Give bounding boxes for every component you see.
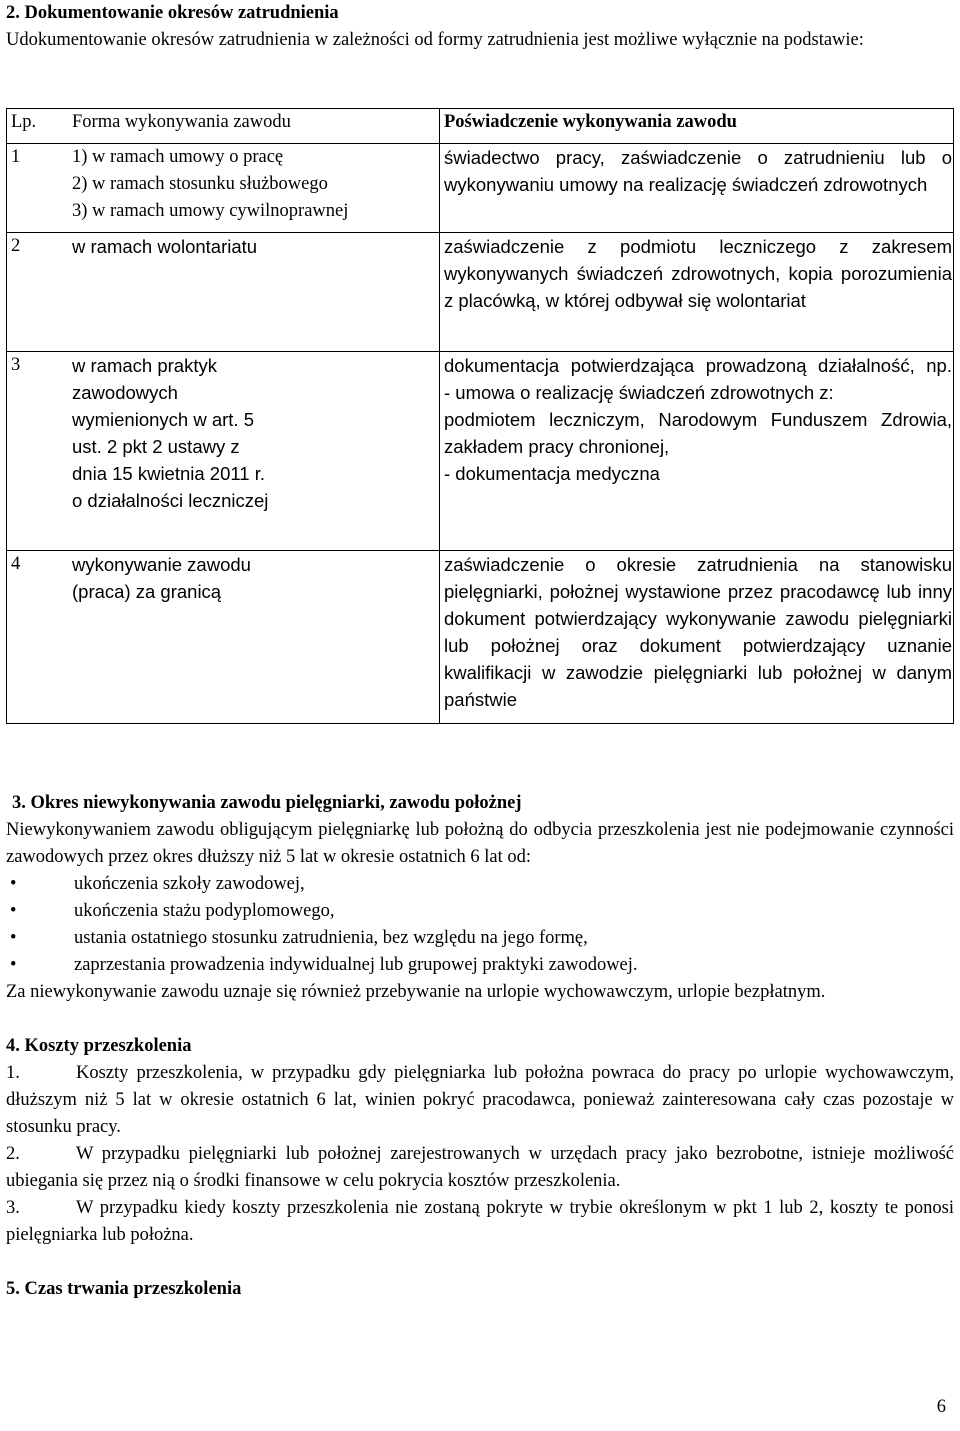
table-row <box>7 352 954 551</box>
row-forma: w ramach praktyk zawodowych wymienionych w art. 5 ust. 2 pkt 2 ustawy z dnia 15 kwietnia 2011 r. o działalności leczniczej <box>64 352 440 551</box>
page-number: 6 <box>936 1397 946 1417</box>
row-lp: 3 <box>7 352 65 551</box>
section-4-items <box>6 1060 954 1249</box>
bullet-icon: • <box>10 874 17 894</box>
row-lp: 4 <box>7 551 65 724</box>
section-3-bullets <box>6 871 954 979</box>
row-poswiadczenie: świadectwo pracy, zaświadczenie o zatrudnieniu lub o wykonywaniu umowy na realizację świadczeń zdrowotnych <box>440 144 954 233</box>
header-forma: Forma wykonywania zawodu <box>64 109 440 144</box>
bullet-icon: • <box>10 955 17 975</box>
row-poswiadczenie: zaświadczenie z podmiotu leczniczego z zakresem wykonywanych świadczeń zdrowotnych, kopia porozumienia z placówką, w której odbywał się wolontariat <box>440 233 954 352</box>
list-item: • ustania ostatniego stosunku zatrudnienia, bez względu na jego formę, <box>6 925 954 952</box>
lower-sections <box>6 790 954 1303</box>
row-forma: w ramach wolontariatu <box>64 233 440 352</box>
row-poswiadczenie: zaświadczenie o okresie zatrudnienia na stanowisku pielęgniarki, położnej wystawione przez pracodawcę lub inny dokument potwierdzający wykonywanie zawodu pielęgniarki lub położnej oraz dokument potwierdzający uznanie kwalifikacji w zawodzie pielęgniarki lub położnej w danym państwie <box>440 551 954 724</box>
list-item: • ukończenia szkoły zawodowej, <box>6 871 954 898</box>
section-2 <box>6 0 954 54</box>
row-lp: 2 <box>7 233 65 352</box>
list-item: 2. W przypadku pielęgniarki lub położnej zarejestrowanych w urzędach pracy jako bezrobotne, istnieje możliwość ubiegania się przez nią o środki finansowe w celu pokrycia kosztów przeszkolenia. <box>6 1144 954 1191</box>
list-item: • zaprzestania prowadzenia indywidualnej lub grupowej praktyki zawodowej. <box>6 952 954 979</box>
row-lp: 1 <box>7 144 65 233</box>
section-2-intro: Udokumentowanie okresów zatrudnienia w zależności od formy zatrudnienia jest możliwe wyłącznie na podstawie: <box>6 30 864 50</box>
row-forma: 1) w ramach umowy o pracę 2) w ramach stosunku służbowego 3) w ramach umowy cywilnoprawnej <box>64 144 440 233</box>
bullet-icon: • <box>10 928 17 948</box>
list-item: 1. Koszty przeszkolenia, w przypadku gdy pielęgniarka lub położna powraca do pracy po urlopie wychowawczym, dłuższym niż 5 lat w okresie ostatnich 6 lat, winien pokryć pracodawca, ponieważ zainteresowana cały czas pozostaje w stosunku pracy. <box>6 1063 954 1137</box>
row-poswiadczenie: dokumentacja potwierdzająca prowadzoną działalność, np. - umowa o realizację świadczeń zdrowotnych z: podmiotem leczniczym, Narodowym Funduszem Zdrowia, zakładem pracy chronionej, - dokumentacja medyczna <box>440 352 954 551</box>
list-item: • ukończenia stażu podyplomowego, <box>6 898 954 925</box>
bullet-icon: • <box>10 901 17 921</box>
header-poswiadczenie: Poświadczenie wykonywania zawodu <box>440 109 954 144</box>
section-5-heading: 5. Czas trwania przeszkolenia <box>6 1279 242 1299</box>
table-row <box>7 551 954 724</box>
table-row <box>7 144 954 233</box>
section-2-heading: 2. Dokumentowanie okresów zatrudnienia <box>6 3 339 23</box>
section-3-heading: 3. Okres niewykonywania zawodu pielęgniarki, zawodu położnej <box>12 793 522 813</box>
section-3-intro: Niewykonywaniem zawodu obligującym pielęgniarkę lub położną do odbycia przeszkolenia jest nie podejmowanie czynności zawodowych przez okres dłuższy niż 5 lat w okresie ostatnich 6 lat od: <box>6 820 954 867</box>
row-forma: wykonywanie zawodu (praca) za granicą <box>64 551 440 724</box>
table-header-row <box>7 109 954 144</box>
header-lp: Lp. <box>7 109 65 144</box>
list-item: 3. W przypadku kiedy koszty przeszkolenia nie zostaną pokryte w trybie określonym w pkt 1 lub 2, koszty te ponosi pielęgniarka lub położna. <box>6 1198 954 1245</box>
employment-documentation-table <box>6 108 954 724</box>
section-4-heading: 4. Koszty przeszkolenia <box>6 1036 192 1056</box>
section-3-outro: Za niewykonywanie zawodu uznaje się również przebywanie na urlopie wychowawczym, urlopie bezpłatnym. <box>6 982 826 1002</box>
table-row <box>7 233 954 352</box>
